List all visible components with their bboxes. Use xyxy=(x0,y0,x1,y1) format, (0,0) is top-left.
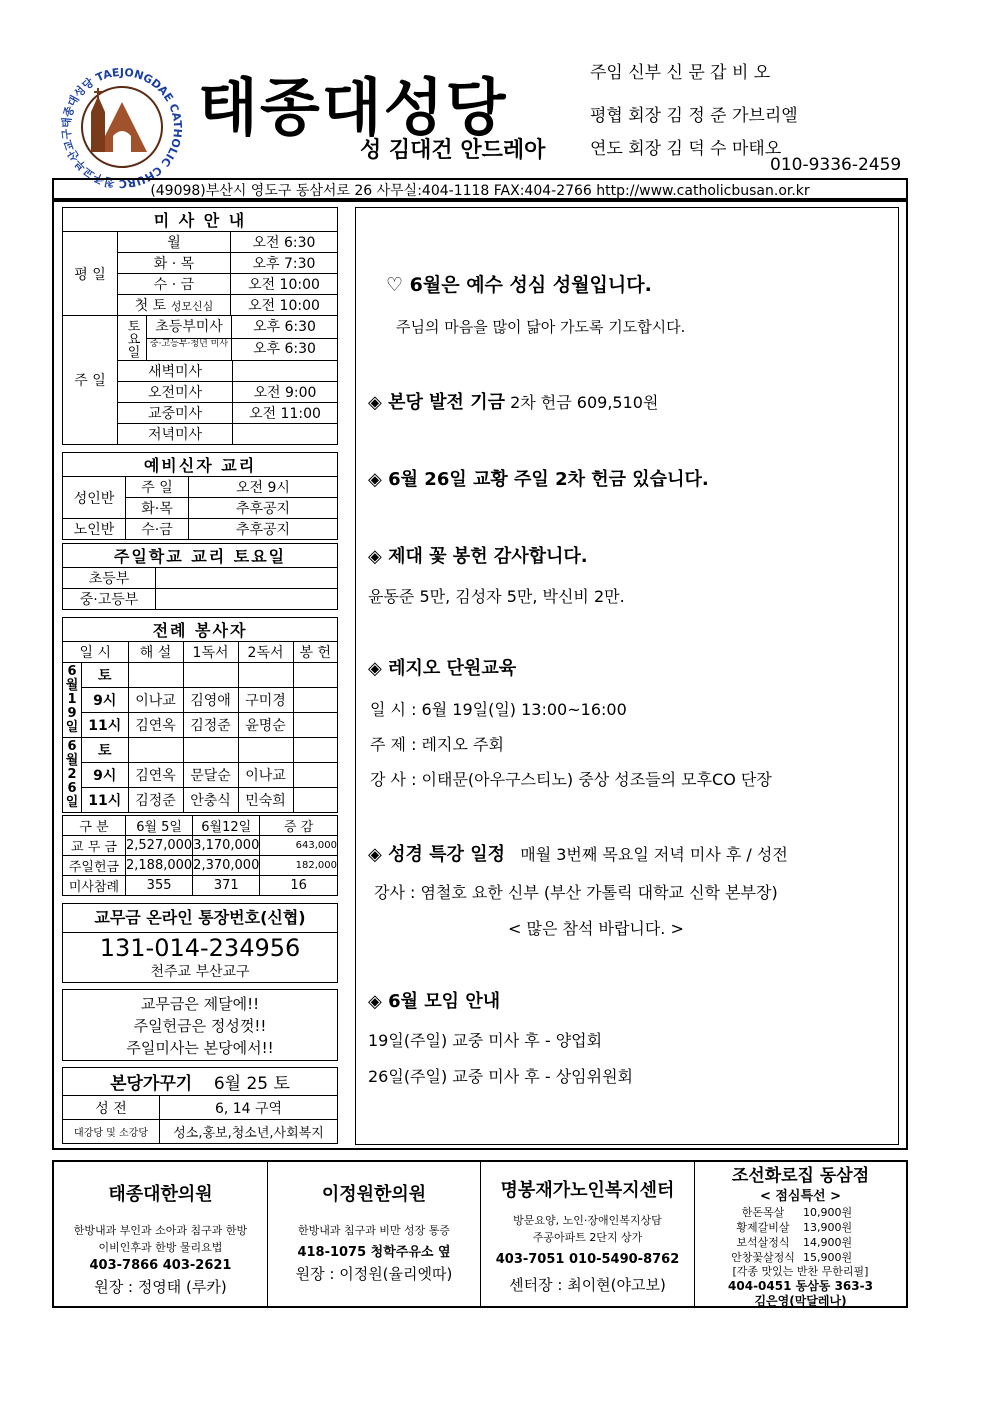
parish-care-table xyxy=(62,1067,338,1144)
sunday-mass-time: 오전 11:00 xyxy=(233,403,338,424)
account-title: 교무금 온라인 통장번호(신협) xyxy=(63,904,337,933)
class-time: 오전 9시 xyxy=(189,477,338,498)
catechumen-table xyxy=(62,452,338,540)
liturgy-time: 9시 xyxy=(82,688,129,713)
liturgy-commentator xyxy=(128,663,183,688)
class-time: 추후공지 xyxy=(189,519,338,540)
parish-care-assigned: 6, 14 구역 xyxy=(160,1096,338,1120)
sponsor-ad xyxy=(268,1162,481,1306)
sunday-label: 주 일 xyxy=(63,316,118,445)
liturgy-date: 6월19일 xyxy=(63,663,82,738)
liturgy-offering xyxy=(293,663,337,688)
liturgy-offering xyxy=(293,763,337,788)
sponsor-note: [각종 맛있는 반찬 무한리필] xyxy=(732,1265,869,1278)
sponsor-phone: 403-7866 403-2621 xyxy=(89,1258,232,1273)
class-day: 화·목 xyxy=(126,498,189,519)
sunday-school-table xyxy=(62,543,338,610)
finance-change: 643,000 xyxy=(260,836,338,856)
notice-altar-flowers: ◈ 제대 꽃 봉헌 감사합니다. xyxy=(368,546,588,567)
liturgy-reader1 xyxy=(183,663,238,688)
sponsor-desc: 주공아파트 2단지 상가 xyxy=(532,1231,643,1244)
liturgy-offering xyxy=(293,688,337,713)
saturday-mass-name: 초등부미사 xyxy=(147,316,232,338)
notice-pope-sunday: ◈ 6월 26일 교황 주일 2차 헌금 있습니다. xyxy=(368,469,709,490)
notice-heart-month: ♡ 6월은 예수 성심 성월입니다. xyxy=(386,274,652,296)
liturgy-commentator: 김연옥 xyxy=(128,763,183,788)
liturgy-reader2: 민숙희 xyxy=(238,788,293,813)
phone-number: 010-9336-2459 xyxy=(770,155,902,175)
liturgy-offering xyxy=(293,713,337,738)
finance-value: 2,370,000 xyxy=(193,856,260,876)
parish-care-assigned: 성소,홍보,청소년,사회복지 xyxy=(160,1120,338,1144)
parish-care-area: 대강당 및 소강당 xyxy=(63,1120,160,1144)
slogan-line: 주일헌금은 정성껏!! xyxy=(133,1017,267,1035)
liturgy-title: 전례 봉사자 xyxy=(63,618,338,642)
finance-value: 355 xyxy=(126,876,193,896)
sunday-school-group: 중·고등부 xyxy=(63,589,156,610)
notice-body: 2차 헌금 609,510원 xyxy=(510,393,659,412)
sponsor-phone: 418-1075 청학주유소 옆 xyxy=(297,1245,451,1260)
sponsor-name: 조선화로집 동삼점 xyxy=(731,1166,870,1186)
church-logo xyxy=(55,60,190,195)
notice-bible-invite: < 많은 참석 바랍니다. > xyxy=(508,919,684,938)
sponsor-sub: < 점심특선 > xyxy=(759,1189,842,1204)
notice-title: ◈ 본당 발전 기금 xyxy=(368,392,505,413)
sunday-mass-name: 오전미사 xyxy=(118,382,233,403)
account-number: 131-014-234956 xyxy=(99,934,301,962)
menu-item: 황제갈비살 xyxy=(736,1221,790,1234)
finance-label: 미사참례 xyxy=(63,876,126,896)
weekday-day: 수 · 금 xyxy=(118,274,231,294)
parish-care-area: 성 전 xyxy=(63,1096,160,1120)
saturday-label: 토요일 xyxy=(118,316,147,360)
class-day: 주 일 xyxy=(126,477,189,498)
finance-change: 16 xyxy=(260,876,338,896)
sponsor-name: 태종대한의원 xyxy=(108,1184,213,1205)
sunday-school-group: 초등부 xyxy=(63,568,156,589)
notice-board xyxy=(355,207,899,1145)
sponsor-ad xyxy=(54,1162,268,1306)
liturgy-reader1: 김정준 xyxy=(183,713,238,738)
pastor-line: 주임 신부 신 문 갑 비 오 xyxy=(590,63,771,83)
notice-legio-training: ◈ 레지오 단원교육 xyxy=(368,658,517,679)
sponsor-ad xyxy=(695,1162,906,1306)
liturgy-reader1: 문달순 xyxy=(183,763,238,788)
liturgy-date: 6월26일 xyxy=(63,738,82,813)
finance-value: 371 xyxy=(193,876,260,896)
notice-body: 매월 3번째 목요일 저녁 미사 후 / 성전 xyxy=(520,845,788,864)
finance-header: 6월 5일 xyxy=(126,816,193,836)
class-time: 추후공지 xyxy=(189,498,338,519)
sponsor-name: 명봉재가노인복지센터 xyxy=(500,1180,675,1201)
liturgy-reader1 xyxy=(183,738,238,763)
sponsor-owner: 김은영(막달레나) xyxy=(754,1294,847,1308)
parish-care-date: 6월 25 토 xyxy=(213,1074,290,1094)
menu-item: 안창꽃살정식 xyxy=(731,1251,795,1264)
liturgy-offering xyxy=(293,738,337,763)
finance-label: 교 무 금 xyxy=(63,836,126,856)
finance-value: 2,188,000 xyxy=(126,856,193,876)
class-day: 수·금 xyxy=(126,519,189,540)
notice-bible-lecture xyxy=(368,840,788,866)
finance-header: 6월12일 xyxy=(193,816,260,836)
sponsor-owner: 원장 : 정영태 (루카) xyxy=(94,1278,227,1296)
weekday-time: 오전 6:30 xyxy=(252,235,316,251)
liturgy-reader1: 김영애 xyxy=(183,688,238,713)
elder-class-label: 노인반 xyxy=(63,519,126,540)
sponsor-ad xyxy=(481,1162,695,1306)
sunday-mass-name: 새벽미사 xyxy=(118,361,233,382)
liturgy-reader2: 이나교 xyxy=(238,763,293,788)
address-bar: (49098)부산시 영도구 동삼서로 26 사무실:404-1118 FAX:404-2766 http://www.catholicbusan.or.kr xyxy=(52,178,908,200)
notice-june-meetings: ◈ 6월 모임 안내 xyxy=(368,991,501,1012)
church-name: 태종대성당 xyxy=(198,71,508,144)
sponsor-name: 이정원한의원 xyxy=(321,1184,427,1205)
liturgy-reader2 xyxy=(238,663,293,688)
sponsor-owner: 센터장 : 최이현(야고보) xyxy=(509,1276,666,1294)
liturgy-header: 1독서 xyxy=(183,642,238,663)
catechumen-title: 예비신자 교리 xyxy=(63,453,338,477)
weekday-time: 오후 7:30 xyxy=(252,256,316,272)
liturgy-time: 9시 xyxy=(82,763,129,788)
notice-meeting-line: 19일(주일) 교중 미사 후 - 양업회 xyxy=(368,1031,603,1050)
liturgy-time: 11시 xyxy=(82,788,129,813)
liturgy-reader2: 구미경 xyxy=(238,688,293,713)
notice-legio-line: 주 제 : 레지오 주회 xyxy=(370,735,504,754)
saturday-mass-time: 오후 6:30 xyxy=(253,319,316,335)
sunday-mass-time xyxy=(233,361,338,382)
liturgy-commentator xyxy=(128,738,183,763)
finance-change: 182,000 xyxy=(260,856,338,876)
mass-schedule-table xyxy=(62,207,338,445)
finance-header: 증 감 xyxy=(260,816,338,836)
finance-label: 주일헌금 xyxy=(63,856,126,876)
liturgy-time: 11시 xyxy=(82,713,129,738)
weekday-label: 평 일 xyxy=(63,232,118,316)
legion-president-line: 연도 회장 김 덕 수 마태오 xyxy=(590,139,782,159)
finance-value: 2,527,000 xyxy=(126,836,193,856)
notice-development-fund xyxy=(368,388,658,414)
sponsor-desc: 한방내과 침구과 비만 성장 통증 xyxy=(297,1224,451,1237)
sunday-mass-name: 저녁미사 xyxy=(118,424,233,445)
first-saturday-label: 첫 토 xyxy=(134,298,167,314)
notice-altar-flowers-body: 윤동준 5만, 김성자 5만, 박신비 2만. xyxy=(368,587,625,606)
sponsor-phone: 403-7051 010-5490-8762 xyxy=(495,1252,680,1267)
finance-table xyxy=(62,815,338,896)
notice-meeting-line: 26일(주일) 교중 미사 후 - 상임위원회 xyxy=(368,1067,633,1086)
adult-class-label: 성인반 xyxy=(63,477,126,519)
menu-price: 14,900원 xyxy=(803,1236,853,1249)
liturgy-header: 2독서 xyxy=(238,642,293,663)
sponsor-footer xyxy=(52,1160,908,1308)
menu-price: 15,900원 xyxy=(803,1251,853,1264)
liturgy-offering xyxy=(293,788,337,813)
sunday-mass-time: 오전 9:00 xyxy=(233,382,338,403)
saturday-mass-time: 오후 6:30 xyxy=(253,341,316,357)
finance-value: 3,170,000 xyxy=(193,836,260,856)
finance-header: 구 분 xyxy=(63,816,126,836)
sponsor-desc: 한방내과 부인과 소아과 침구과 한방 xyxy=(73,1224,248,1237)
sponsor-owner: 원장 : 이정원(율리엣따) xyxy=(295,1265,453,1283)
notice-title: ◈ 성경 특강 일정 xyxy=(368,844,505,865)
logo-ring-text: 천주교부산교구태종대성당 TAEJONGDAE CATHOLIC CHURC xyxy=(59,65,185,191)
saturday-mass-name: 중·고등부·청년 미사 xyxy=(147,339,232,360)
parish-care-title: 본당가꾸기 xyxy=(110,1074,193,1094)
notice-bible-lecturer: 강사 : 염철호 요한 신부 (부산 가톨릭 대학교 신학 본부장) xyxy=(374,883,778,902)
liturgy-time: 토 xyxy=(82,738,129,763)
menu-price: 10,900원 xyxy=(803,1206,853,1219)
liturgy-table xyxy=(62,617,338,813)
liturgy-header: 일 시 xyxy=(63,642,129,663)
liturgy-reader2 xyxy=(238,738,293,763)
menu-item: 한돈목살 xyxy=(741,1206,785,1219)
patron-saint: 성 김대건 안드레아 xyxy=(360,138,546,163)
slogan-line: 교무금은 제달에!! xyxy=(140,995,260,1013)
menu-item: 보석살정식 xyxy=(736,1236,790,1249)
liturgy-reader1: 안충식 xyxy=(183,788,238,813)
sunday-mass-time xyxy=(233,424,338,445)
liturgy-commentator: 김정준 xyxy=(128,788,183,813)
slogan-line: 주일미사는 본당에서!! xyxy=(126,1039,274,1057)
sunday-mass-name: 교중미사 xyxy=(118,403,233,424)
sponsor-phone: 404-0451 동삼동 363-3 xyxy=(728,1279,873,1293)
weekday-time: 오전 10:00 xyxy=(248,298,320,314)
first-saturday-sub: 성모신심 xyxy=(170,300,214,313)
notice-legio-line: 일 시 : 6월 19일(일) 13:00~16:00 xyxy=(370,700,627,719)
mass-schedule-title: 미 사 안 내 xyxy=(63,208,338,232)
liturgy-commentator: 김연옥 xyxy=(128,713,183,738)
slogan-box xyxy=(62,989,338,1061)
liturgy-header: 봉 헌 xyxy=(293,642,337,663)
council-president-line: 평협 회장 김 정 준 가브리엘 xyxy=(590,106,798,126)
weekday-day: 월 xyxy=(118,232,231,252)
notice-heart-body: 주님의 마음을 많이 닮아 가도록 기도합시다. xyxy=(396,318,686,336)
weekday-time: 오전 10:00 xyxy=(248,277,320,293)
liturgy-commentator: 이나교 xyxy=(128,688,183,713)
liturgy-reader2: 윤명순 xyxy=(238,713,293,738)
account-box xyxy=(62,903,338,983)
weekday-day: 화 · 목 xyxy=(118,253,231,273)
sponsor-desc: 이비인후과 한방 물리요법 xyxy=(98,1241,223,1254)
account-holder: 천주교 부산교구 xyxy=(150,964,250,980)
notice-legio-line: 강 사 : 이태문(아우구스티노) 중상 성조들의 모후CO 단장 xyxy=(370,770,772,789)
sunday-school-title: 주일학교 교리 토요일 xyxy=(63,544,338,568)
menu-price: 13,900원 xyxy=(803,1221,853,1234)
liturgy-header: 해 설 xyxy=(128,642,183,663)
liturgy-time: 토 xyxy=(82,663,129,688)
sponsor-desc: 방문요양, 노인·장애인복지상담 xyxy=(513,1214,662,1227)
weekday-day xyxy=(118,295,231,315)
